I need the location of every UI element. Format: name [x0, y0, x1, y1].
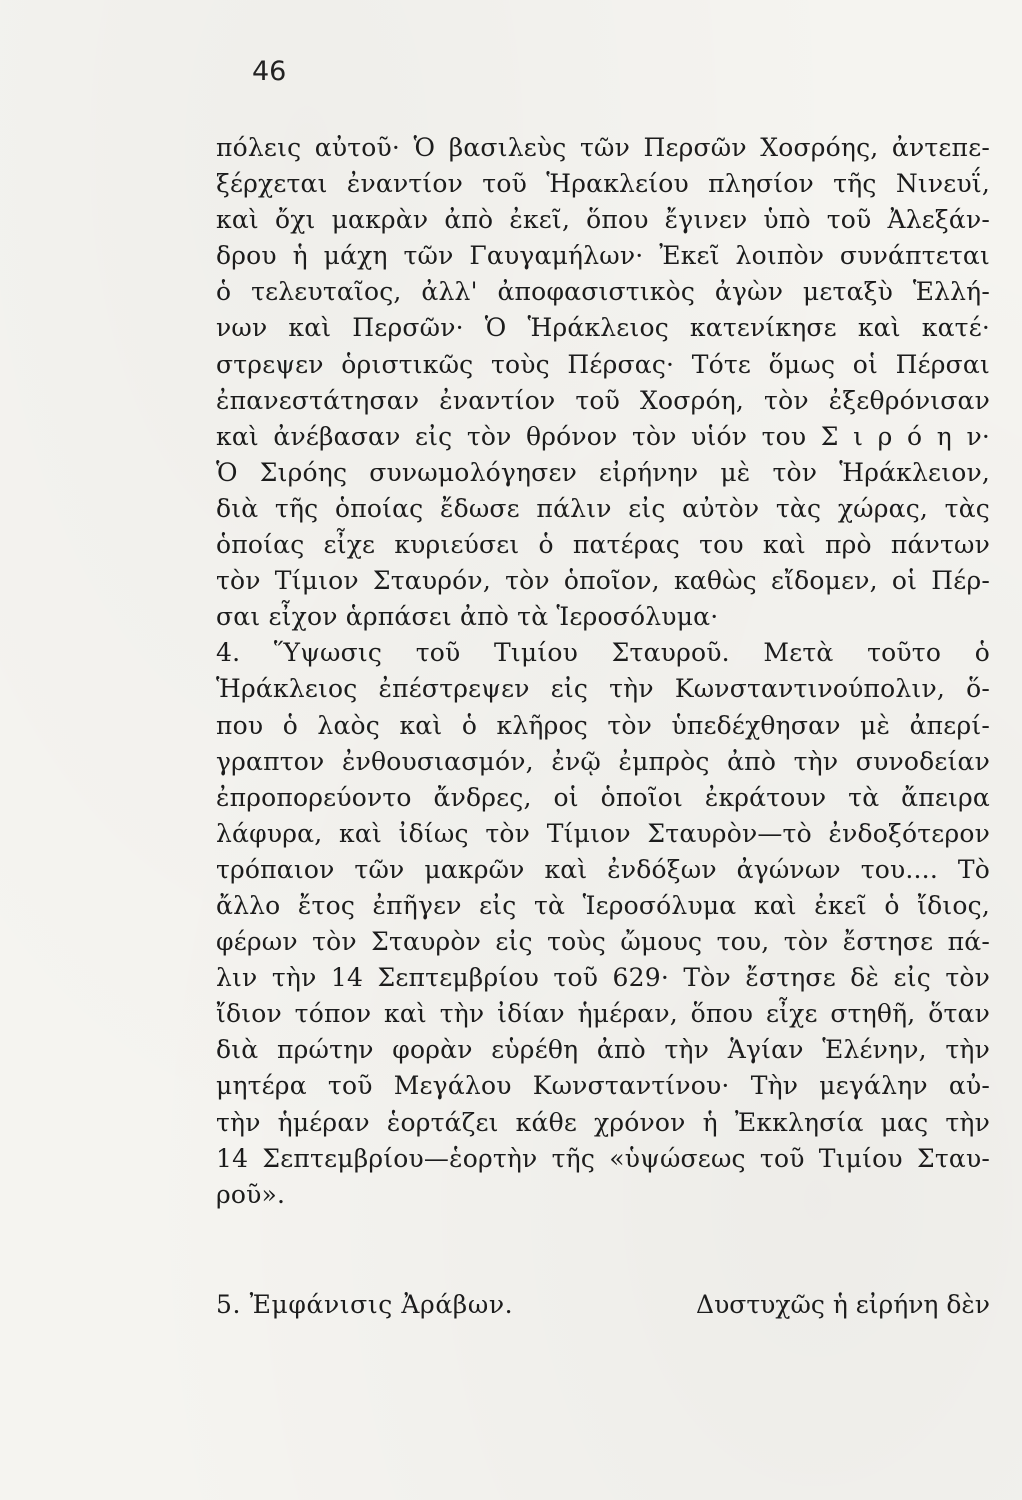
- text-line: Ὁ Σιρόης συνωμολόγησεν εἰρήνην μὲ τὸν Ἡράκλειον,: [216, 457, 990, 487]
- text-line: τὴν ἡμέραν ἑορτάζει κάθε χρόνον ἡ Ἐκκλησία μας τὴν: [216, 1107, 990, 1137]
- text-line: μητέρα τοῦ Μεγάλου Κωνσταντίνου· Τὴν μεγάλην αὐ-: [216, 1071, 990, 1101]
- text-line: νων καὶ Περσῶν· Ὁ Ἡράκλειος κατενίκησε καὶ κατέ·: [216, 313, 990, 343]
- text-line: ἐπροπορεύοντο ἄνδρες, οἱ ὁποῖοι ἐκράτουν τὰ ἄπειρα: [216, 782, 990, 812]
- text-line: ἴδιον τόπον καὶ τὴν ἰδίαν ἡμέραν, ὅπου εἶχε στηθῆ, ὅταν: [216, 999, 990, 1029]
- text-line: καὶ ὄχι μακρὰν ἀπὸ ἐκεῖ, ὅπου ἔγινεν ὑπὸ τοῦ Ἀλεξάν-: [216, 205, 990, 235]
- paragraph-exaltation-of-cross: [216, 635, 990, 1213]
- text-line: ροῦ».: [216, 1179, 286, 1209]
- text-line: Ἡράκλειος ἐπέστρεψεν εἰς τὴν Κωνσταντινούπολιν, ὅ-: [216, 674, 990, 704]
- text-line: 14 Σεπτεμβρίου—ἑορτὴν τῆς «ὑψώσεως τοῦ Τιμίου Σταυ-: [216, 1143, 990, 1173]
- text-line: σαι εἶχον ἁρπάσει ἀπὸ τὰ Ἱεροσόλυμα·: [216, 602, 719, 632]
- body-text: [216, 130, 990, 1323]
- text-line: ὁποίας εἶχε κυριεύσει ὁ πατέρας του καὶ πρὸ πάντων: [216, 530, 990, 560]
- text-line: τρόπαιον τῶν μακρῶν καὶ ἐνδόξων ἀγώνων του.... Τὸ: [216, 854, 990, 884]
- section-5-heading: 5. Ἐμφάνισις Ἀράβων.: [216, 1289, 514, 1319]
- text-line: λάφυρα, καὶ ἰδίως τὸν Τίμιον Σταυρὸν—τὸ ἐνδοξότερον: [216, 818, 990, 848]
- text-line: διὰ τῆς ὁποίας ἔδωσε πάλιν εἰς αὐτὸν τὰς χώρας, τὰς: [216, 493, 990, 523]
- section-gap: [216, 1213, 990, 1287]
- text-line: γραπτον ἐνθουσιασμόν, ἐνῷ ἐμπρὸς ἀπὸ τὴν συνοδείαν: [216, 746, 990, 776]
- text-line: λιν τὴν 14 Σεπτεμβρίου τοῦ 629· Τὸν ἔστησε δὲ εἰς τὸν: [216, 963, 990, 993]
- text-line: ξέρχεται ἐναντίον τοῦ Ἡρακλείου πλησίον τῆς Νινευΐ,: [216, 169, 990, 199]
- text-line: διὰ πρώτην φορὰν εὑρέθη ἀπὸ τὴν Ἁγίαν Ἑλένην, τὴν: [216, 1035, 990, 1065]
- text-line: πόλεις αὐτοῦ· Ὁ βασιλεὺς τῶν Περσῶν Χοσρόης, ἀντεπε-: [216, 133, 990, 162]
- text-line: φέρων τὸν Σταυρὸν εἰς τοὺς ὤμους του, τὸν ἔστησε πά-: [216, 927, 990, 957]
- text-line: ἐπανεστάτησαν ἐναντίον τοῦ Χοσρόη, τὸν ἐξεθρόνισαν: [216, 385, 990, 415]
- text-line: ὁ τελευταῖος, ἀλλ' ἀποφασιστικὸς ἀγὼν μεταξὺ Ἑλλή-: [216, 277, 990, 307]
- text-line: 4. Ὕψωσις τοῦ Τιμίου Σταυροῦ. Μετὰ τοῦτο ὁ: [216, 638, 990, 668]
- page-number: 46: [252, 56, 287, 87]
- text-line: καὶ ἀνέβασαν εἰς τὸν θρόνον τὸν υἱόν του Σ ι ρ ό η ν·: [216, 421, 990, 451]
- text-line: δρου ἡ μάχη τῶν Γαυγαμήλων· Ἐκεῖ λοιπὸν συνάπτεται: [216, 241, 990, 271]
- text-line: στρεψεν ὁριστικῶς τοὺς Πέρσας· Τότε ὅμως οἱ Πέρσαι: [216, 349, 990, 379]
- section-5-text: Δυστυχῶς ἡ εἰρήνη δὲν: [696, 1289, 990, 1319]
- paragraph-heraclius-victory: [216, 130, 990, 635]
- text-line: που ὁ λαὸς καὶ ὁ κλῆρος τὸν ὑπεδέχθησαν μὲ ἀπερί-: [216, 710, 990, 740]
- section-5: [216, 1287, 990, 1323]
- text-line: τὸν Τίμιον Σταυρόν, τὸν ὁποῖον, καθὼς εἴδομεν, οἱ Πέρ-: [216, 566, 990, 596]
- text-line: ἄλλο ἔτος ἐπῆγεν εἰς τὰ Ἱεροσόλυμα καὶ ἐκεῖ ὁ ἴδιος,: [216, 890, 990, 920]
